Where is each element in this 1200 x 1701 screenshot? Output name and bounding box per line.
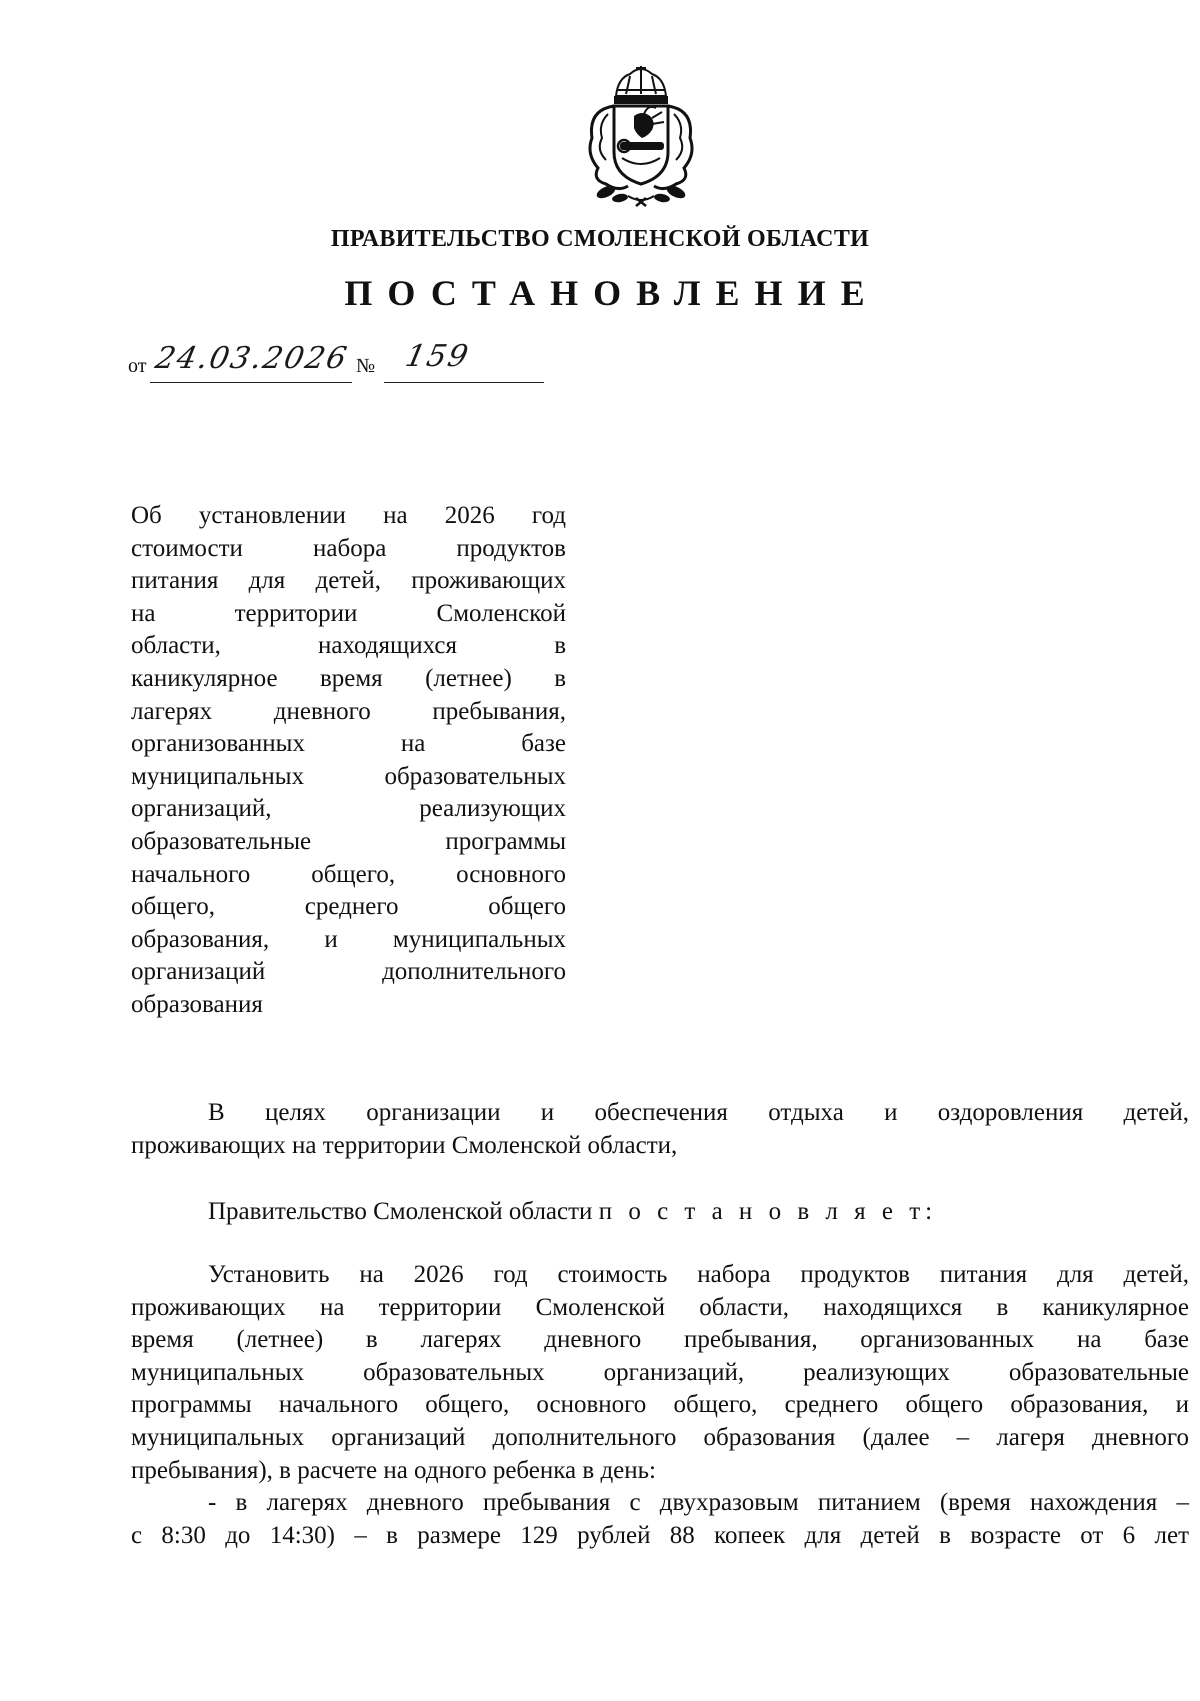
resolve-statement xyxy=(131,1196,1189,1229)
preamble-line: В целях организации и обеспечения отдыха и оздоровления детей, xyxy=(208,1099,1189,1126)
smolensk-coat-of-arms-icon xyxy=(578,58,704,208)
document-type-title: ПОСТАНОВЛЕНИЕ xyxy=(344,273,880,313)
government-name: ПРАВИТЕЛЬСТВО СМОЛЕНСКОЙ ОБЛАСТИ xyxy=(330,226,870,252)
subject-line: стоимости набора продуктов xyxy=(131,534,566,562)
preamble xyxy=(131,1097,1189,1162)
decision-line: программы начального общего, основного общего, среднего общего образования, и xyxy=(131,1391,1189,1419)
list-item-line: с 8:30 до 14:30) – в размере 129 рублей 88 копеек для детей в возрасте от 6 лет xyxy=(131,1521,1189,1549)
subject-line: каникулярное время (летнее) в xyxy=(131,664,566,692)
preamble-line: проживающих на территории Смоленской области, xyxy=(131,1131,678,1159)
subject-line: организованных на базе xyxy=(131,730,566,758)
subject-line: муниципальных образовательных xyxy=(131,762,566,790)
list-item-line: - в лагерях дневного пребывания с двухразовым питанием (время нахождения – xyxy=(208,1489,1189,1517)
decision-line: пребывания), в расчете на одного ребенка в день: xyxy=(131,1456,656,1484)
subject-line: области, находящихся в xyxy=(131,632,566,660)
number-prefix: № xyxy=(356,355,376,377)
registration-line xyxy=(128,339,548,385)
subject-line: организаций, реализующих xyxy=(131,795,566,823)
decision-line: муниципальных организаций дополнительного образования (далее – лагеря дневного xyxy=(131,1423,1189,1451)
resolve-verb: п о с т а н о в л я е т: xyxy=(598,1198,938,1225)
subject-line: образования xyxy=(131,990,263,1018)
subject-line: общего, среднего общего xyxy=(131,893,566,921)
handwritten-date: 24.03.2026 xyxy=(152,341,352,376)
date-underline xyxy=(150,382,352,383)
subject-line: лагерях дневного пребывания, xyxy=(131,697,566,725)
subject-line: образования, и муниципальных xyxy=(131,925,566,953)
document-subject xyxy=(131,500,566,1022)
subject-line: Об установлении на 2026 год xyxy=(131,502,566,529)
decision-paragraph xyxy=(131,1259,1189,1552)
handwritten-number: 159 xyxy=(402,339,473,374)
decision-line: время (летнее) в лагерях дневного пребывания, организованных на базе xyxy=(131,1326,1189,1354)
subject-line: на территории Смоленской xyxy=(131,599,566,627)
decision-line: Установить на 2026 год стоимость набора продуктов питания для детей, xyxy=(208,1261,1189,1288)
subject-line: начального общего, основного xyxy=(131,860,566,888)
date-prefix: от xyxy=(128,355,147,377)
decision-line: проживающих на территории Смоленской области, находящихся в каникулярное xyxy=(131,1293,1189,1321)
subject-line: питания для детей, проживающих xyxy=(131,567,566,595)
decision-line: муниципальных образовательных организаций, реализующих образовательные xyxy=(131,1358,1189,1386)
resolve-subject: Правительство Смоленской области xyxy=(208,1198,593,1225)
subject-line: организаций дополнительного xyxy=(131,958,566,986)
number-underline xyxy=(384,382,544,383)
subject-line: образовательные программы xyxy=(131,827,566,855)
